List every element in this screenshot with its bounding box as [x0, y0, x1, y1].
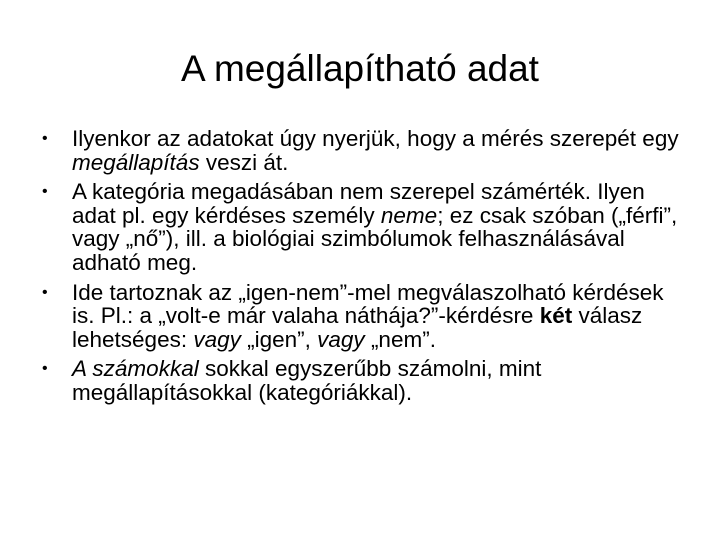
bullet-icon: • — [42, 360, 48, 378]
bullet-text: veszi át. — [199, 149, 289, 175]
emphasis-text: neme — [380, 202, 438, 228]
bullet-text: ; ez csak szóban („férfi”, vagy „nő”), ill. a biológiai szimbólumok felhasználásával adható meg. — [72, 202, 678, 275]
bullet-item — [40, 281, 680, 352]
bullet-text: „igen”, — [240, 326, 318, 352]
bullet-list — [40, 127, 680, 411]
bullet-text: Ide tartoznak az „igen-nem”-mel megválaszolható kérdések is. Pl.: a „volt-e már valaha náthája?”-kérdésre — [72, 279, 664, 329]
emphasis-text: A számokkal — [72, 356, 199, 382]
bullet-text: Ilyenkor az adatokat úgy nyerjük, hogy a mérés szerepét egy — [72, 126, 679, 151]
emphasis-text: vagy — [317, 326, 365, 352]
bullet-text: „nem”. — [364, 326, 436, 352]
bullet-item — [40, 180, 680, 274]
emphasis-text: megállapítás — [72, 149, 200, 175]
bullet-item — [40, 357, 680, 404]
bold-text: két — [539, 303, 573, 329]
bullet-text: sokkal egyszerűbb számolni, mint megállapításokkal (kategóriákkal). — [72, 356, 542, 405]
bullet-icon: • — [42, 130, 48, 147]
bullet-item — [40, 127, 680, 174]
slide-title: A megállapítható adat — [181, 48, 539, 89]
bullet-icon: • — [42, 183, 48, 201]
bullet-text: A kategória megadásában nem szerepel számérték. Ilyen adat pl. egy kérdéses személy — [72, 179, 645, 228]
bullet-icon: • — [42, 283, 48, 301]
bullet-text: válasz lehetséges: — [72, 303, 643, 352]
emphasis-text: vagy — [193, 326, 241, 352]
